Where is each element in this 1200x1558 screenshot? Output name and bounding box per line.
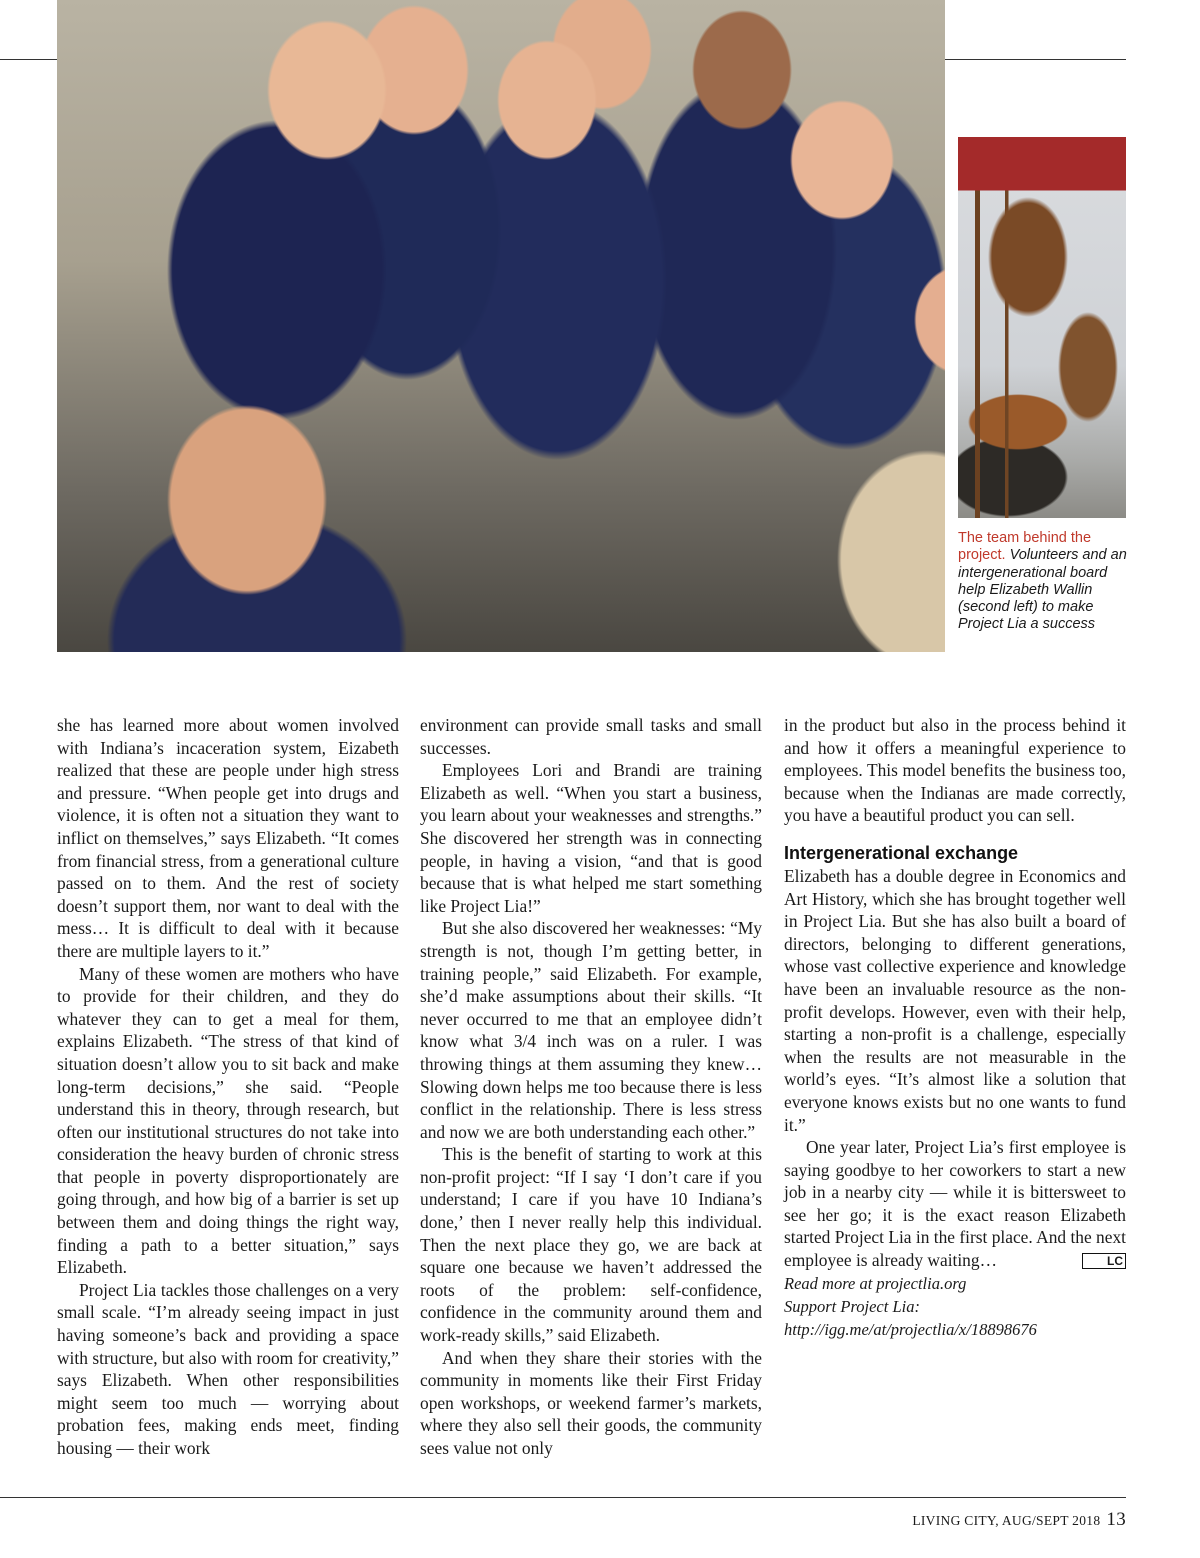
paragraph: Many of these women are mothers who have to provide for their children, and they do whatever they can to get a meal for them, explains Elizabeth. “The stress of that kind of situation doesn’t allow you to sit back and make long-term decisions,” she said. “People understand this in theory, through research, but often our institutional structures do not take into consideration the heavy burden of chronic stress that people in poverty disproportionately are going through, and how big of a barrier is set up between them and doing things the right way, finding a path to a better situation,” says Elizabeth.: [57, 963, 399, 1278]
paragraph: in the product but also in the process behind it and how it offers a meaningful experience to employees. This model benefits the business too, because when the Indianas are made correctly, you have a beautiful product you can sell.: [784, 715, 1126, 826]
paragraph-text: One year later, Project Lia’s first employee is saying goodbye to her coworkers to start a new job in a nearby city — while it is bittersweet to see her go; it is the exact reason Elizabeth started Project Lia in the first place. And the next employee is already waiting…: [784, 1137, 1126, 1271]
caption-head: The team behind the project.: [958, 530, 1092, 564]
caption-body: Volunteers and an intergenerational board help Elizabeth Wallin (second left) to make Project Lia a success: [958, 547, 1127, 633]
photo-caption: [958, 530, 1138, 634]
article-column-2: [420, 714, 762, 1460]
footer-rule: [0, 1497, 1126, 1498]
chairs-workshop-photo: [958, 137, 1126, 518]
top-rule-right: [945, 59, 1126, 60]
paragraph: Elizabeth has a double degree in Economics and Art History, which she has brought together well in Project Lia. But she has also built a board of directors, belonging to different generations, whose vast collective experience and knowledge have been an invaluable resource as the non-profit develops. However, even with their help, starting a non-profit is a challenge, especially when the results are not measurable in the world’s eyes. “It’s almost like a solution that everyone knows exists but no one wants to fund it.”: [784, 865, 1126, 1135]
article-column-3: [784, 714, 1126, 1341]
paragraph: she has learned more about women involved with Indiana’s incaceration system, Eizabeth realized that these are people under high stress and pressure. “When people get into drugs and violence, it is often not a situation they want to inflict on themselves,” says Elizabeth. “It comes from financial stress, from a generational culture passed on to them. And the rest of society doesn’t support them, nor want to deal with the mess… It is difficult to deal with it because there are multiple layers to it.”: [57, 715, 399, 961]
page-number: 13: [1106, 1509, 1126, 1530]
paragraph: environment can provide small tasks and small successes.: [420, 715, 762, 758]
paragraph: Employees Lori and Brandi are training Elizabeth as well. “When you start a business, you learn about your weaknesses and strengths.” She discovered her strength was in connecting people, in having a vision, “and that is good because that is what helped me start something like Project Lia!”: [420, 760, 762, 916]
read-more-note: Read more at projectlia.org: [784, 1273, 967, 1293]
paragraph-final: [784, 1136, 1126, 1272]
page-footer: [912, 1509, 1126, 1531]
paragraph: But she also discovered her weaknesses: “My strength is not, though I’m getting better, in training people,” said Elizabeth. For example, she’d make assumptions about their skills. “It never occurred to me that an employee didn’t know what 3/4 inch was on a ruler. I was throwing things at them assuming they knew… Slowing down helps me too because there is less conflict in the relationship. There is less stress and now we are both understanding each other.”: [420, 918, 762, 1142]
paragraph: And when they share their stories with the community in moments like their First Friday open workshops, or weekend farmer’s markets, where they also sell their goods, the community sees value not only: [420, 1347, 762, 1458]
support-note: Support Project Lia: http://igg.me/at/projectlia/x/18898676: [784, 1296, 1037, 1339]
paragraph: Project Lia tackles those challenges on a very small scale. “I’m already seeing impact in just having someone’s back and providing a space with structure, but also with room for creativity,” says Elizabeth. When other responsibilities might seem too much — worrying about probation fees, making ends meet, finding housing — their work: [57, 1279, 399, 1458]
section-subheading: Intergenerational exchange: [784, 842, 1019, 863]
publication-name: LIVING CITY, AUG/SEPT 2018: [912, 1513, 1101, 1528]
end-mark-logo: LC: [1082, 1253, 1126, 1269]
team-photo: [57, 0, 945, 652]
article-column-1: [57, 714, 399, 1460]
top-rule-left: [0, 59, 57, 60]
paragraph: This is the benefit of starting to work at this non-profit project: “If I say ‘I don’t care if you understand; I care if you have 10 Indiana’s done,’ then I never really help this individual. Then the next place they go, we are back at square one because we haven’t addressed the roots of the problem: self-confidence, confidence in the community around them and work-ready skills,” said Elizabeth.: [420, 1144, 762, 1346]
